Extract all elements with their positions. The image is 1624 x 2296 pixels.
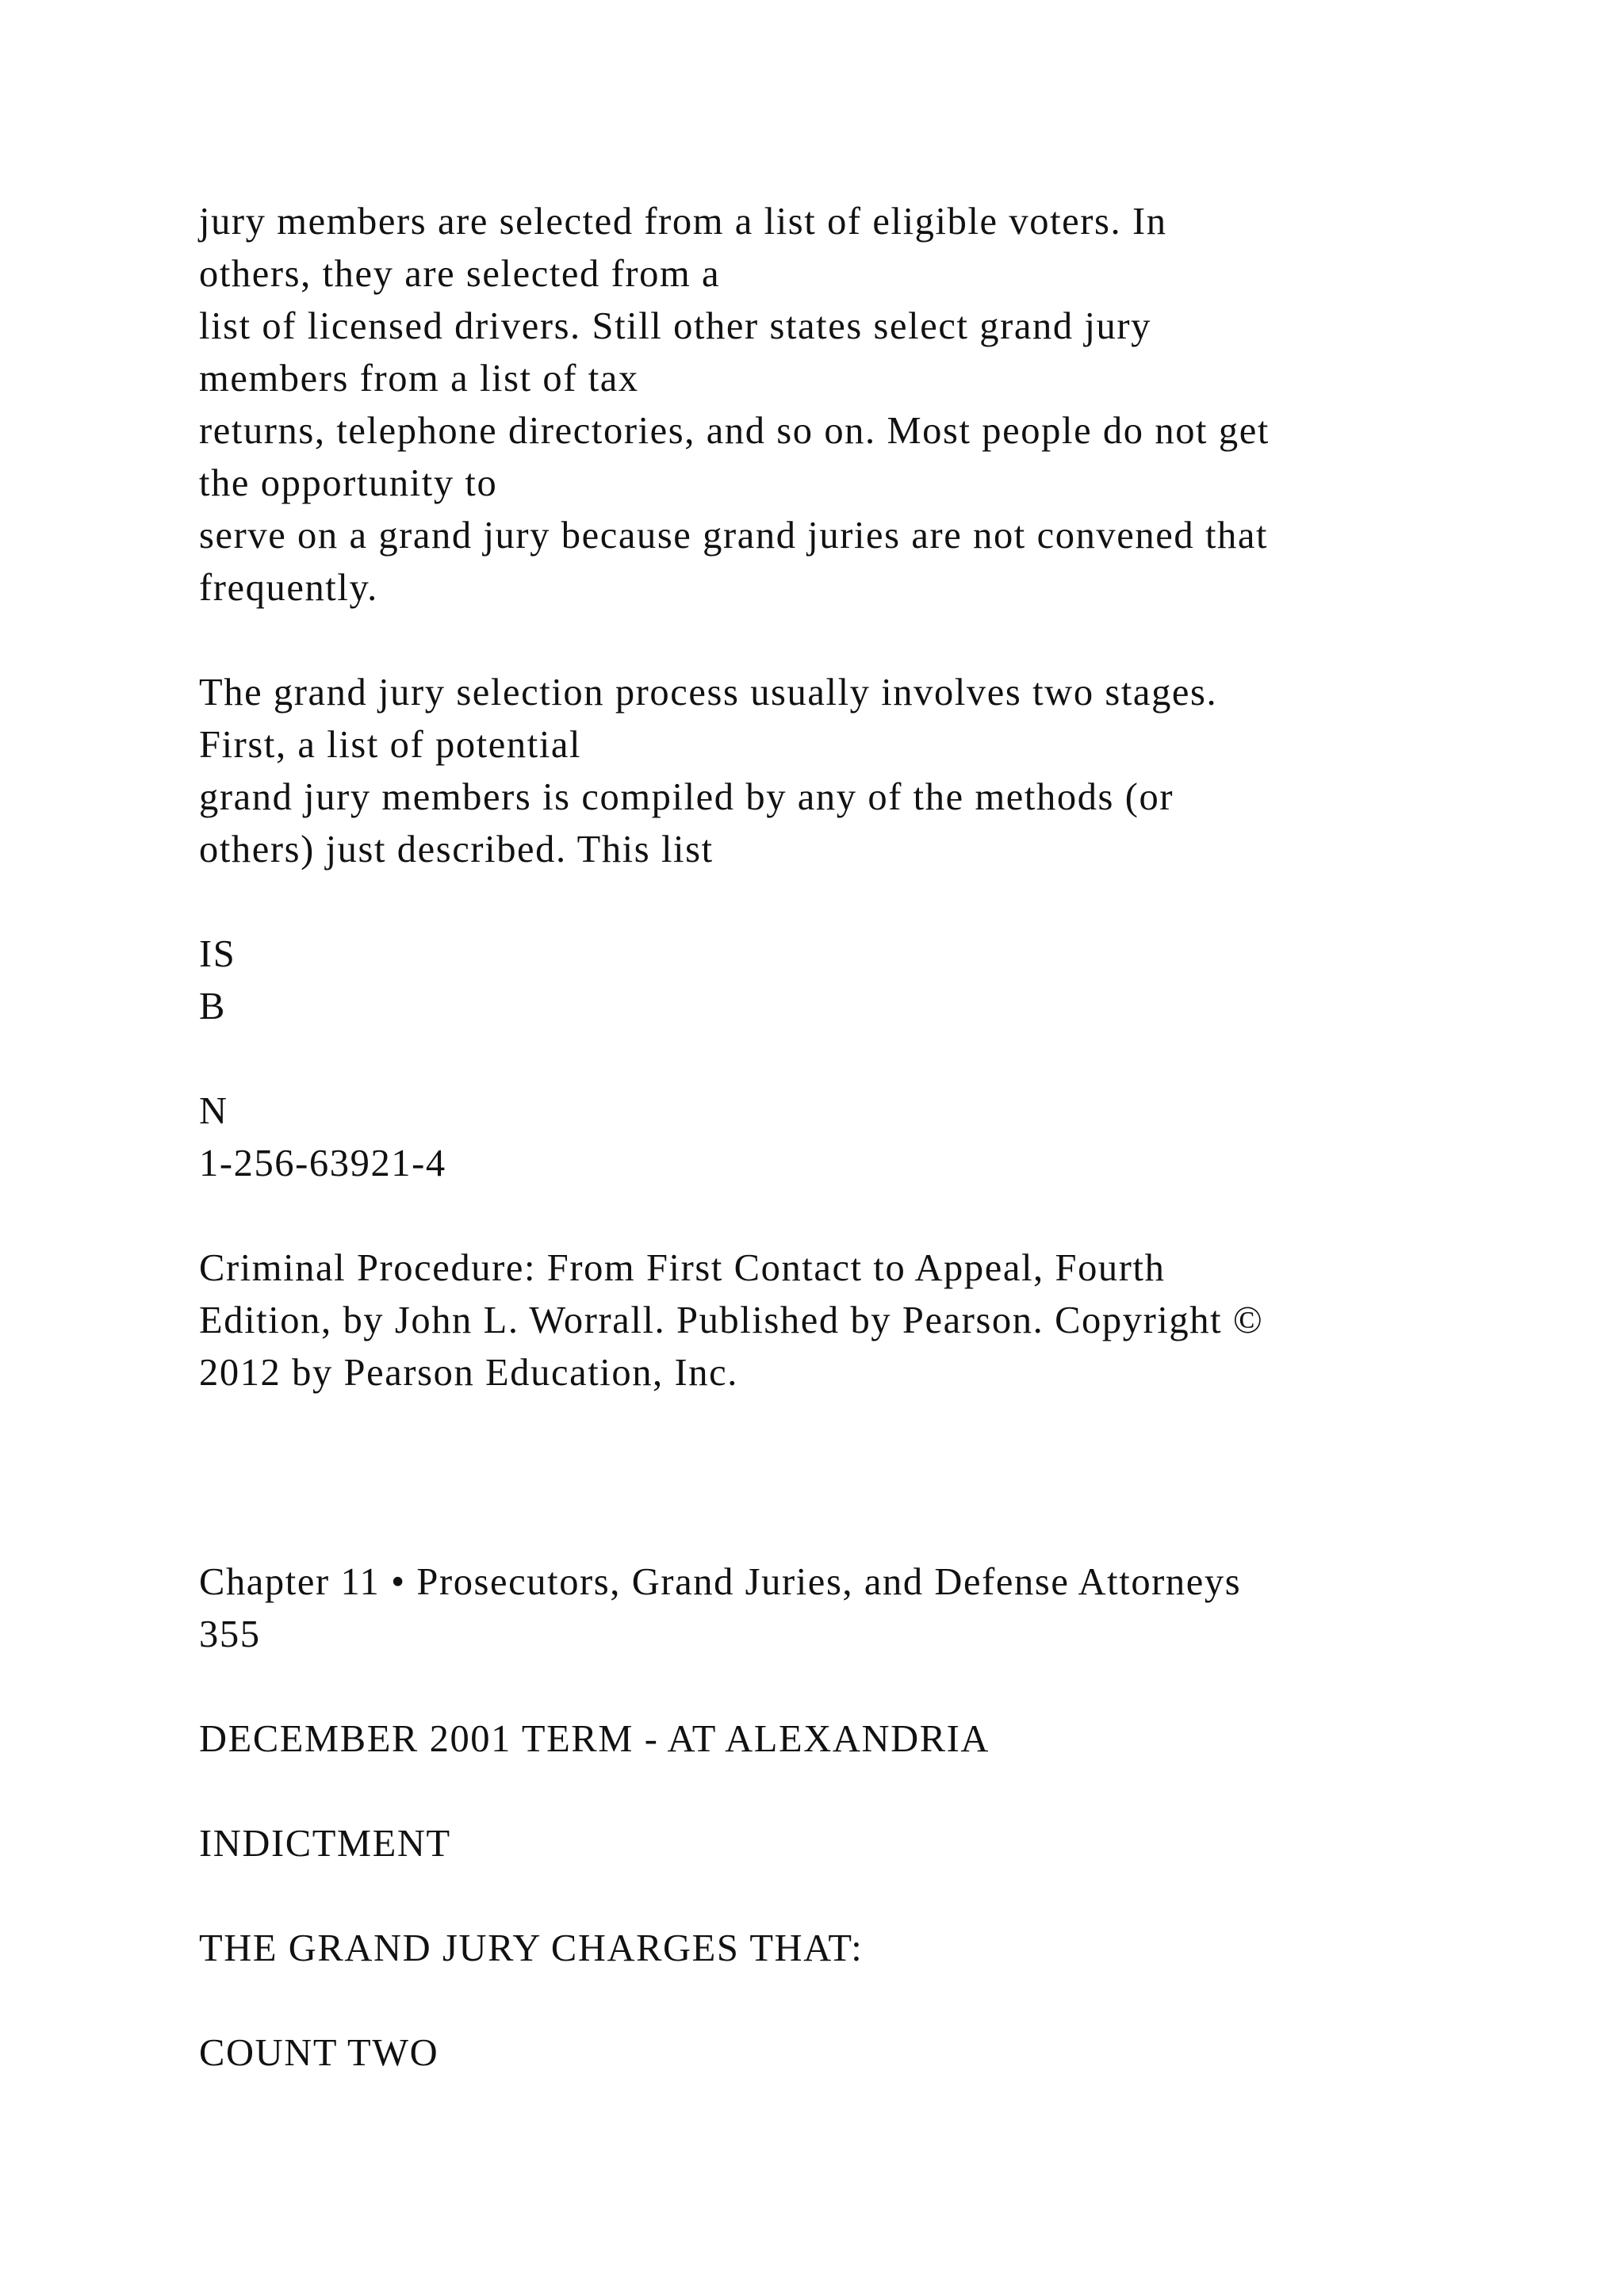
- paragraph-1-line-4: members from a list of tax: [199, 358, 639, 400]
- indictment-title: INDICTMENT: [199, 1823, 451, 1865]
- paragraph-1-line-5: returns, telephone directories, and so on. Most people do not get: [199, 410, 1270, 452]
- indictment-charges-intro: THE GRAND JURY CHARGES THAT:: [199, 1927, 864, 1969]
- paragraph-2-line-3: grand jury members is compiled by any of the methods (or: [199, 776, 1174, 818]
- paragraph-2-line-1: The grand jury selection process usually involves two stages.: [199, 672, 1218, 714]
- paragraph-1-line-3: list of licensed drivers. Still other states select grand jury: [199, 305, 1151, 347]
- isbn-fragment-1: IS: [199, 933, 236, 975]
- paragraph-2-line-2: First, a list of potential: [199, 724, 582, 766]
- paragraph-1-line-8: frequently.: [199, 567, 378, 609]
- paragraph-2-line-4: others) just described. This list: [199, 828, 714, 871]
- chapter-header: Chapter 11 • Prosecutors, Grand Juries, and Defense Attorneys: [199, 1561, 1242, 1603]
- indictment-count: COUNT TWO: [199, 2032, 439, 2074]
- paragraph-1-line-7: serve on a grand jury because grand juries are not convened that: [199, 515, 1269, 557]
- paragraph-1-line-6: the opportunity to: [199, 462, 498, 504]
- indictment-term: DECEMBER 2001 TERM - AT ALEXANDRIA: [199, 1718, 990, 1760]
- isbn-fragment-2: B: [199, 985, 226, 1027]
- isbn-number: 1-256-63921-4: [199, 1142, 446, 1184]
- copyright-line-2: Edition, by John L. Worrall. Published by Pearson. Copyright ©: [199, 1299, 1264, 1341]
- paragraph-1-line-1: jury members are selected from a list of eligible voters. In: [199, 201, 1167, 243]
- paragraph-1-line-2: others, they are selected from a: [199, 253, 721, 295]
- copyright-line-1: Criminal Procedure: From First Contact to Appeal, Fourth: [199, 1247, 1166, 1289]
- page-number: 355: [199, 1613, 261, 1655]
- copyright-line-3: 2012 by Pearson Education, Inc.: [199, 1352, 738, 1394]
- isbn-fragment-3: N: [199, 1090, 228, 1132]
